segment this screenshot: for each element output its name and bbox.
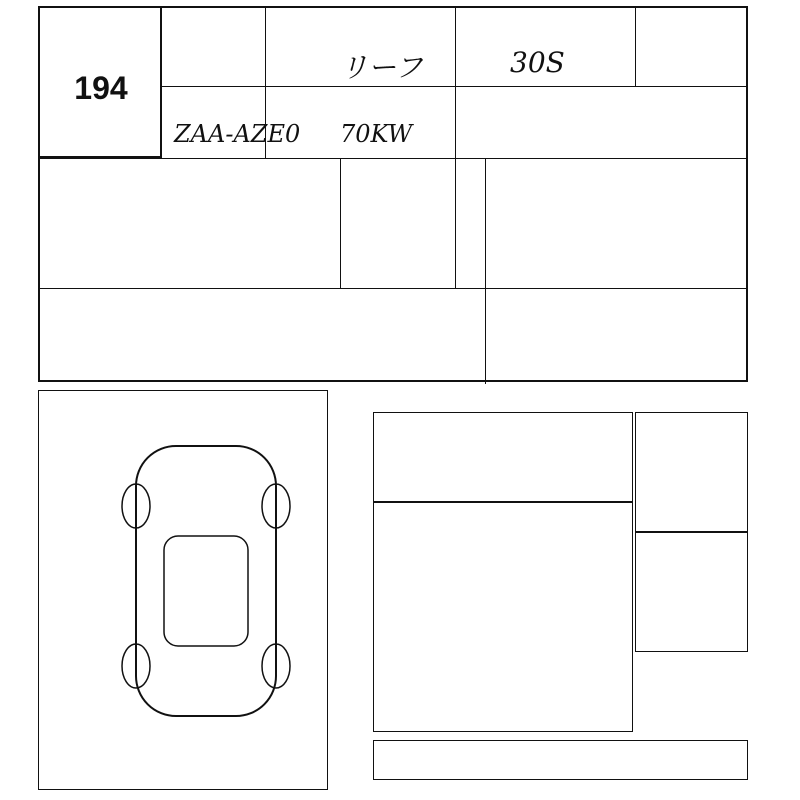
column-divider xyxy=(635,8,636,86)
model-code-handwritten: ZAA-AZE0 xyxy=(174,120,301,148)
row-divider xyxy=(40,288,746,289)
grade-handwritten: 30S xyxy=(510,46,565,79)
column-divider xyxy=(340,158,341,288)
column-divider xyxy=(485,158,486,384)
auction-sheet xyxy=(38,6,748,382)
car-diagram xyxy=(116,426,296,736)
row-divider xyxy=(162,86,746,87)
condition-table-frame xyxy=(373,412,633,502)
inspection-area xyxy=(38,390,748,790)
lot-number: 194 xyxy=(74,70,128,106)
inspector-notes-frame xyxy=(373,502,633,732)
lot-number-box xyxy=(40,8,162,158)
power-handwritten: 70KW xyxy=(340,120,413,148)
car-body-outline xyxy=(136,446,276,716)
interior-exterior-frame xyxy=(635,532,748,652)
row-divider xyxy=(40,158,746,159)
grade-score-frame xyxy=(635,412,748,532)
model-name-handwritten: リーフ xyxy=(340,51,423,84)
column-divider xyxy=(455,8,456,288)
chassis-number-frame xyxy=(373,740,748,780)
car-roof-outline xyxy=(164,536,248,646)
